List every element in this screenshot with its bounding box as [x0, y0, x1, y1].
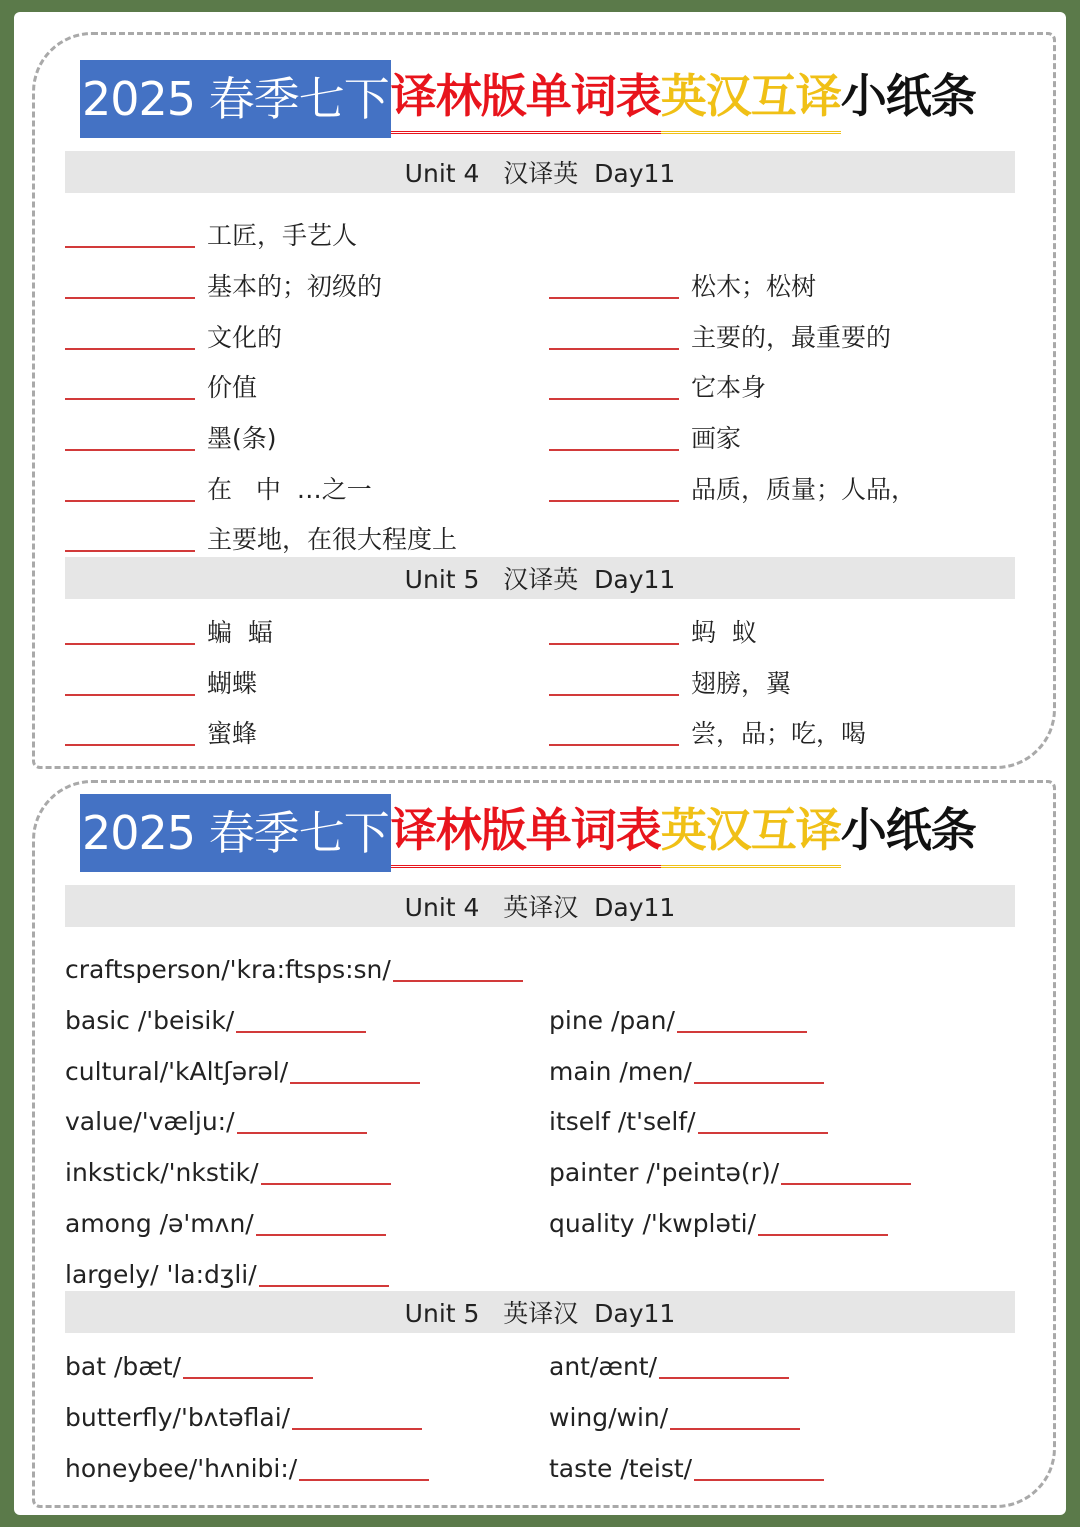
bottom-unit4-band	[65, 885, 1015, 927]
en-row	[549, 1048, 824, 1088]
cn-row	[65, 364, 257, 404]
cn-row	[549, 263, 816, 303]
top-unit5-band	[65, 557, 1015, 599]
answer-blank[interactable]	[65, 643, 195, 645]
answer-blank[interactable]	[781, 1183, 911, 1185]
cn-word: 在 中 …之一	[207, 475, 372, 504]
cn-word: 墨(条)	[207, 424, 277, 453]
en-row	[549, 1098, 828, 1138]
cn-row	[549, 415, 741, 455]
title-year-grade: 2025 春季七下	[80, 60, 391, 138]
cn-word: 工匠，手艺人	[207, 221, 358, 250]
en-row	[65, 1098, 367, 1138]
en-word: wing/win/	[549, 1403, 669, 1432]
en-word: among /ə'mʌn/	[65, 1209, 254, 1238]
answer-blank[interactable]	[183, 1377, 313, 1379]
cn-word: 蜜蜂	[207, 719, 258, 748]
answer-blank[interactable]	[65, 744, 195, 746]
en-row	[549, 1149, 911, 1189]
band-label: Unit 5 汉译英 Day11	[404, 565, 676, 594]
en-word: pine /pan/	[549, 1006, 675, 1035]
en-row	[549, 997, 807, 1037]
cn-word: 尝，品；吃，喝	[691, 719, 867, 748]
cn-word: 翅膀，翼	[691, 669, 792, 698]
en-row	[549, 1343, 789, 1383]
cn-row	[549, 466, 916, 506]
cn-word: 价值	[207, 373, 258, 402]
cn-row	[65, 609, 273, 649]
answer-blank[interactable]	[549, 449, 679, 451]
en-row	[65, 1445, 429, 1485]
en-word: itself /t'self/	[549, 1107, 696, 1136]
en-row	[549, 1200, 888, 1240]
title-textbook: 译林版单词表	[391, 798, 661, 868]
en-word: ant/ænt/	[549, 1352, 658, 1381]
band-label: Unit 4 英译汉 Day11	[404, 893, 676, 922]
answer-blank[interactable]	[698, 1132, 828, 1134]
en-word: taste /teist/	[549, 1454, 693, 1483]
en-word: largely/ 'la:dʒli/	[65, 1260, 257, 1289]
cn-row	[65, 516, 457, 556]
en-row	[65, 1251, 389, 1291]
title-textbook: 译林版单词表	[391, 64, 661, 134]
answer-blank[interactable]	[65, 500, 195, 502]
answer-blank[interactable]	[65, 449, 195, 451]
cn-row	[549, 364, 766, 404]
en-word: painter /'peintə(r)/	[549, 1158, 780, 1187]
cn-word: 它本身	[691, 373, 767, 402]
answer-blank[interactable]	[65, 398, 195, 400]
cn-row	[549, 609, 757, 649]
bottom-unit5-band	[65, 1291, 1015, 1333]
cn-word: 文化的	[207, 323, 283, 352]
cn-row	[65, 212, 357, 252]
answer-blank[interactable]	[237, 1132, 367, 1134]
en-row	[65, 946, 523, 986]
en-row	[549, 1394, 800, 1434]
answer-blank[interactable]	[549, 500, 679, 502]
answer-blank[interactable]	[659, 1377, 789, 1379]
band-label: Unit 4 汉译英 Day11	[404, 159, 676, 188]
answer-blank[interactable]	[677, 1031, 807, 1033]
answer-blank[interactable]	[65, 550, 195, 552]
cn-word: 品质，质量；人品，	[691, 475, 917, 504]
answer-blank[interactable]	[65, 246, 195, 248]
en-word: main /men/	[549, 1057, 692, 1086]
cn-word: 松木；松树	[691, 272, 817, 301]
cn-word: 蝴蝶	[207, 669, 258, 698]
bottom-title	[80, 794, 976, 872]
cn-word: 主要地，在很大程度上	[207, 525, 458, 554]
answer-blank[interactable]	[299, 1479, 429, 1481]
cn-row	[549, 710, 866, 750]
answer-blank[interactable]	[259, 1285, 389, 1287]
cn-word: 蝙 蝠	[207, 618, 273, 647]
title-translate: 英汉互译	[661, 798, 841, 868]
answer-blank[interactable]	[393, 980, 523, 982]
cn-row	[549, 314, 891, 354]
en-word: inkstick/'nkstik/	[65, 1158, 259, 1187]
answer-blank[interactable]	[290, 1082, 420, 1084]
answer-blank[interactable]	[65, 348, 195, 350]
en-row	[65, 1200, 386, 1240]
answer-blank[interactable]	[65, 297, 195, 299]
cn-row	[65, 314, 282, 354]
cn-row	[65, 660, 257, 700]
cn-word: 基本的；初级的	[207, 272, 383, 301]
answer-blank[interactable]	[549, 398, 679, 400]
en-word: basic /'beisik/	[65, 1006, 235, 1035]
title-translate: 英汉互译	[661, 64, 841, 134]
answer-blank[interactable]	[549, 297, 679, 299]
en-row	[65, 997, 366, 1037]
en-row	[65, 1149, 391, 1189]
answer-blank[interactable]	[549, 348, 679, 350]
cn-row	[65, 263, 382, 303]
cn-row	[549, 660, 791, 700]
answer-blank[interactable]	[292, 1428, 422, 1430]
answer-blank[interactable]	[549, 694, 679, 696]
title-year-grade: 2025 春季七下	[80, 794, 391, 872]
answer-blank[interactable]	[261, 1183, 391, 1185]
top-unit4-band	[65, 151, 1015, 193]
answer-blank[interactable]	[256, 1234, 386, 1236]
answer-blank[interactable]	[758, 1234, 888, 1236]
answer-blank[interactable]	[694, 1082, 824, 1084]
en-word: honeybee/'hʌnibi:/	[65, 1454, 298, 1483]
answer-blank[interactable]	[670, 1428, 800, 1430]
en-row	[65, 1048, 420, 1088]
answer-blank[interactable]	[236, 1031, 366, 1033]
en-row	[549, 1445, 824, 1485]
title-slip: 小纸条	[840, 69, 976, 123]
cn-row	[65, 415, 277, 455]
title-slip: 小纸条	[840, 803, 976, 857]
cn-row	[65, 710, 257, 750]
answer-blank[interactable]	[549, 744, 679, 746]
cn-word: 主要的，最重要的	[691, 323, 892, 352]
answer-blank[interactable]	[549, 643, 679, 645]
cn-row	[65, 466, 372, 506]
en-word: bat /bæt/	[65, 1352, 182, 1381]
en-word: butterfly/'bʌtəflai/	[65, 1403, 291, 1432]
en-row	[65, 1343, 313, 1383]
answer-blank[interactable]	[694, 1479, 824, 1481]
top-title	[80, 60, 976, 138]
cn-word: 画家	[691, 424, 742, 453]
en-word: value/'vælju:/	[65, 1107, 235, 1136]
cn-word: 蚂 蚁	[691, 618, 757, 647]
answer-blank[interactable]	[65, 694, 195, 696]
en-row	[65, 1394, 422, 1434]
band-label: Unit 5 英译汉 Day11	[404, 1299, 676, 1328]
en-word: craftsperson/'kra:ftsps:sn/	[65, 955, 391, 984]
en-word: cultural/'kAltʃərəl/	[65, 1057, 289, 1086]
en-word: quality /'kwpləti/	[549, 1209, 757, 1238]
